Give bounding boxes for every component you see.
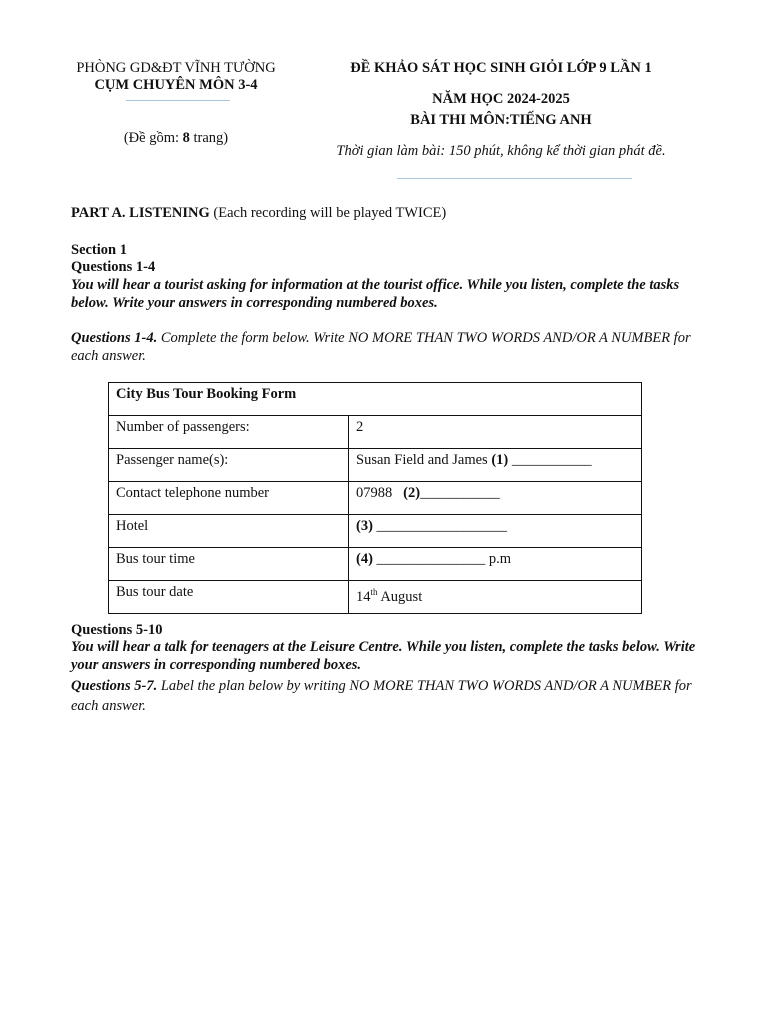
part-a-heading [71, 204, 711, 222]
answer-blank: __________________ [372, 518, 508, 534]
form-label: Number of passengers: [109, 416, 349, 449]
form-value [349, 548, 642, 581]
tour-date-month: August [377, 588, 423, 605]
subject-title: BÀI THI MÔN:TIẾNG ANH [410, 112, 592, 128]
form-label: Bus tour time [109, 548, 349, 581]
questions-5-10-heading: Questions 5-10 [71, 622, 163, 638]
table-row [109, 581, 642, 614]
form-value: 2 [349, 416, 642, 449]
question-number: (3) [356, 518, 373, 534]
form-label: Hotel [109, 515, 349, 548]
answer-blank: ___________ [508, 452, 592, 468]
task-1-4-text: Complete the form below. Write NO MORE THAN TWO WORDS AND/OR A NUMBER for each answer. [71, 330, 691, 364]
section-1-instruction: You will hear a tourist asking for information at the tourist office. While you listen, complete the tasks below. Write your answers in corresponding numbered boxes. [71, 277, 680, 311]
page-count-note [56, 130, 296, 147]
page-count-number: 8 [182, 130, 190, 146]
ordinal-suffix: th [370, 587, 378, 597]
task-5-7-text: Label the plan below by writing NO MORE THAN TWO WORDS AND/OR A NUMBER for each answer. [71, 678, 692, 714]
time-note: Thời gian làm bài: 150 phút, không kể thời gian phát đề. [336, 143, 666, 159]
question-number: (4) [356, 551, 373, 567]
divider-right [397, 178, 632, 179]
questions-5-7-task [71, 676, 711, 716]
part-a-title: PART A. LISTENING [71, 205, 210, 221]
form-label: Bus tour date [109, 581, 349, 614]
form-value-text: 07988 [356, 485, 404, 501]
table-row [109, 482, 642, 515]
section-1-heading: Section 1 [71, 242, 127, 258]
part-a-note: (Each recording will be played TWICE) [209, 205, 447, 221]
form-label: Passenger name(s): [109, 449, 349, 482]
section-2-instruction: You will hear a talk for teenagers at the Leisure Centre. While you listen, complete the tasks below. Write your answers in corresponding numbered boxes. [71, 639, 696, 673]
cluster-name: CỤM CHUYÊN MÔN 3-4 [94, 77, 258, 93]
task-1-4-label: Questions 1-4. [71, 330, 158, 346]
task-5-7-label: Questions 5-7. [71, 678, 158, 694]
form-value-text: Susan Field and James [356, 452, 492, 468]
question-number: (2) [403, 485, 421, 501]
booking-form-table [108, 382, 642, 614]
questions-1-4-task [71, 329, 711, 365]
table-row [109, 515, 642, 548]
question-number: (1) [491, 452, 509, 468]
form-value [349, 482, 642, 515]
tour-date-day: 14 [356, 588, 371, 605]
form-title: City Bus Tour Booking Form [109, 383, 642, 416]
form-label: Contact telephone number [109, 482, 349, 515]
answer-blank: ___________ [420, 485, 500, 501]
form-title-row [109, 383, 642, 416]
table-row [109, 416, 642, 449]
exam-title: ĐỀ KHẢO SÁT HỌC SINH GIỎI LỚP 9 LẦN 1 [350, 60, 652, 76]
answer-blank: _______________ p.m [372, 551, 512, 567]
school-year: NĂM HỌC 2024-2025 [432, 91, 570, 107]
table-row [109, 548, 642, 581]
form-value [349, 515, 642, 548]
questions-1-4-heading: Questions 1-4 [71, 259, 156, 275]
page-count-prefix: (Đề gồm: [123, 130, 183, 146]
form-value [349, 449, 642, 482]
form-value [349, 581, 642, 614]
page-count-suffix: trang) [189, 130, 229, 146]
department-name: PHÒNG GD&ĐT VĨNH TƯỜNG [76, 60, 276, 76]
divider-left [126, 100, 230, 101]
header-left [56, 60, 296, 94]
table-row [109, 449, 642, 482]
